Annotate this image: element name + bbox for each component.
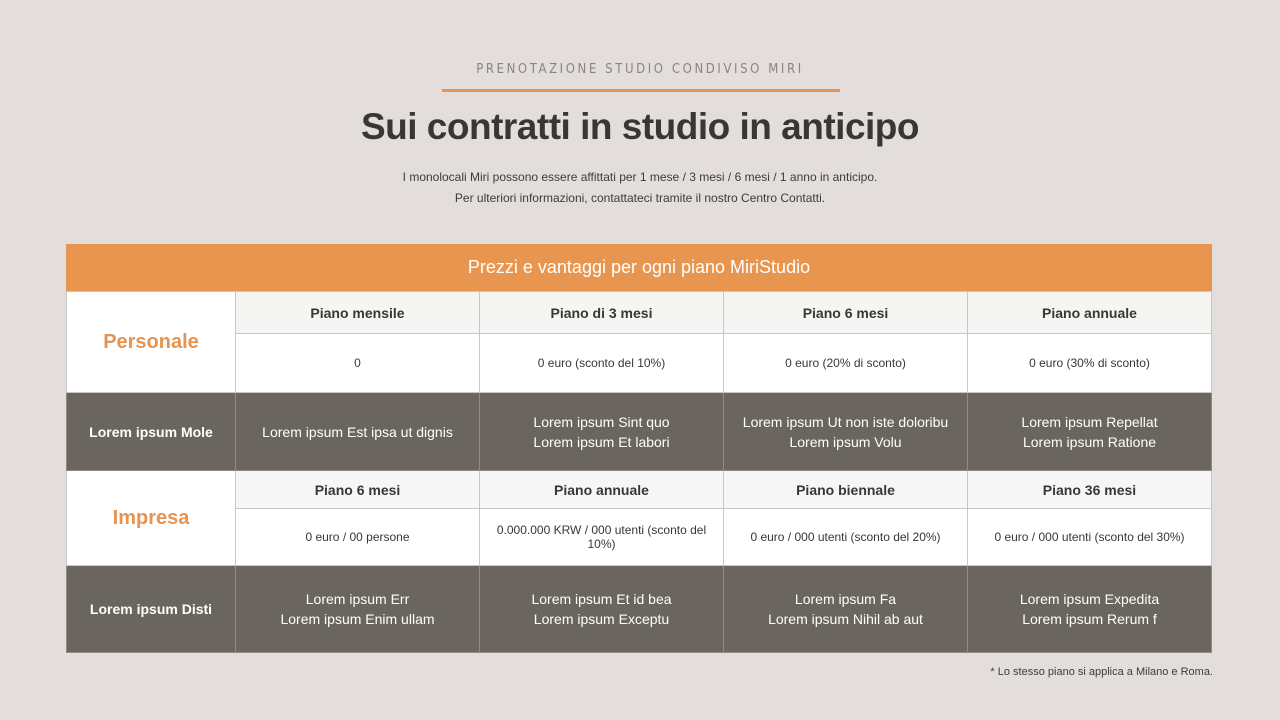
page-title: Sui contratti in studio in anticipo [360, 106, 920, 147]
benefit-cell [724, 566, 968, 653]
benefit-line: Lorem ipsum Sint quo [533, 413, 670, 430]
table-header: Prezzi e vantaggi per ogni piano MiriStudio [66, 244, 1212, 291]
category-personal: Personale [67, 292, 236, 393]
price-cell: 0 [236, 334, 480, 393]
pricing-grid [66, 291, 1212, 653]
benefit-line: Lorem ipsum Err [305, 591, 410, 607]
price-cell: 0.000.000 KRW / 000 utenti (sconto del 10%) [480, 509, 724, 566]
plan-name-cell: Piano annuale [480, 471, 724, 509]
benefit-cell [724, 393, 968, 471]
benefit-line: Lorem ipsum Volu [789, 433, 902, 450]
benefit-line: Lorem ipsum Rerum f [1022, 611, 1157, 627]
benefit-row-label: Lorem ipsum Mole [67, 393, 236, 471]
benefit-cell [480, 566, 724, 653]
plan-name-cell: Piano biennale [724, 471, 968, 509]
benefit-line: Lorem ipsum Enim ullam [280, 611, 435, 627]
benefit-line: Lorem ipsum Ratione [1022, 433, 1157, 450]
benefit-line: Lorem ipsum Ut non iste doloribu [742, 413, 949, 430]
price-cell: 0 euro / 000 utenti (sconto del 30%) [968, 509, 1212, 566]
plan-name-cell: Piano 6 mesi [236, 471, 480, 509]
personal-plans-row [67, 292, 1212, 334]
benefit-line: Lorem ipsum Exceptu [533, 611, 670, 627]
personal-benefits-row [67, 393, 1212, 471]
subtitle-line-2: Per ulteriori informazioni, contattateci tramite il nostro Centro Contatti. [454, 191, 826, 205]
business-benefits-row [67, 566, 1212, 653]
plan-name-cell: Piano annuale [968, 292, 1212, 334]
plan-name-cell: Piano mensile [236, 292, 480, 334]
personal-prices-row [67, 334, 1212, 393]
price-cell: 0 euro / 00 persone [236, 509, 480, 566]
plan-name-cell: Piano di 3 mesi [480, 292, 724, 334]
plan-name-cell: Piano 36 mesi [968, 471, 1212, 509]
benefit-line: Lorem ipsum Et id bea [531, 591, 672, 607]
benefit-line: Lorem ipsum Fa [794, 591, 897, 607]
benefit-cell [480, 393, 724, 471]
price-cell: 0 euro / 000 utenti (sconto del 20%) [724, 509, 968, 566]
benefit-line: Lorem ipsum Repellat [1021, 413, 1158, 430]
benefit-line: Lorem ipsum Et labori [533, 433, 670, 450]
footnote: * Lo stesso piano si applica a Milano e Roma. [990, 666, 1213, 678]
benefit-cell [236, 393, 480, 471]
pricing-table [66, 244, 1212, 653]
benefit-line: Lorem ipsum Nihil ab aut [768, 611, 923, 627]
benefit-cell [968, 566, 1212, 653]
plan-name-cell: Piano 6 mesi [724, 292, 968, 334]
benefit-line: Lorem ipsum Est ipsa ut dignis [262, 423, 453, 440]
business-plans-row [67, 471, 1212, 509]
subtitle-line-1: I monolocali Miri possono essere affittati per 1 mese / 3 mesi / 6 mesi / 1 anno in anticipo. [402, 170, 878, 184]
business-prices-row [67, 509, 1212, 566]
price-cell: 0 euro (sconto del 10%) [480, 334, 724, 393]
benefit-line: Lorem ipsum Expedita [1019, 591, 1160, 607]
category-business: Impresa [67, 471, 236, 566]
eyebrow-label: PRENOTAZIONE STUDIO CONDIVISO MIRI [476, 62, 804, 77]
eyebrow-underline [442, 89, 840, 92]
price-cell: 0 euro (20% di sconto) [724, 334, 968, 393]
benefit-cell [968, 393, 1212, 471]
price-cell: 0 euro (30% di sconto) [968, 334, 1212, 393]
benefit-row-label: Lorem ipsum Disti [67, 566, 236, 653]
benefit-cell [236, 566, 480, 653]
